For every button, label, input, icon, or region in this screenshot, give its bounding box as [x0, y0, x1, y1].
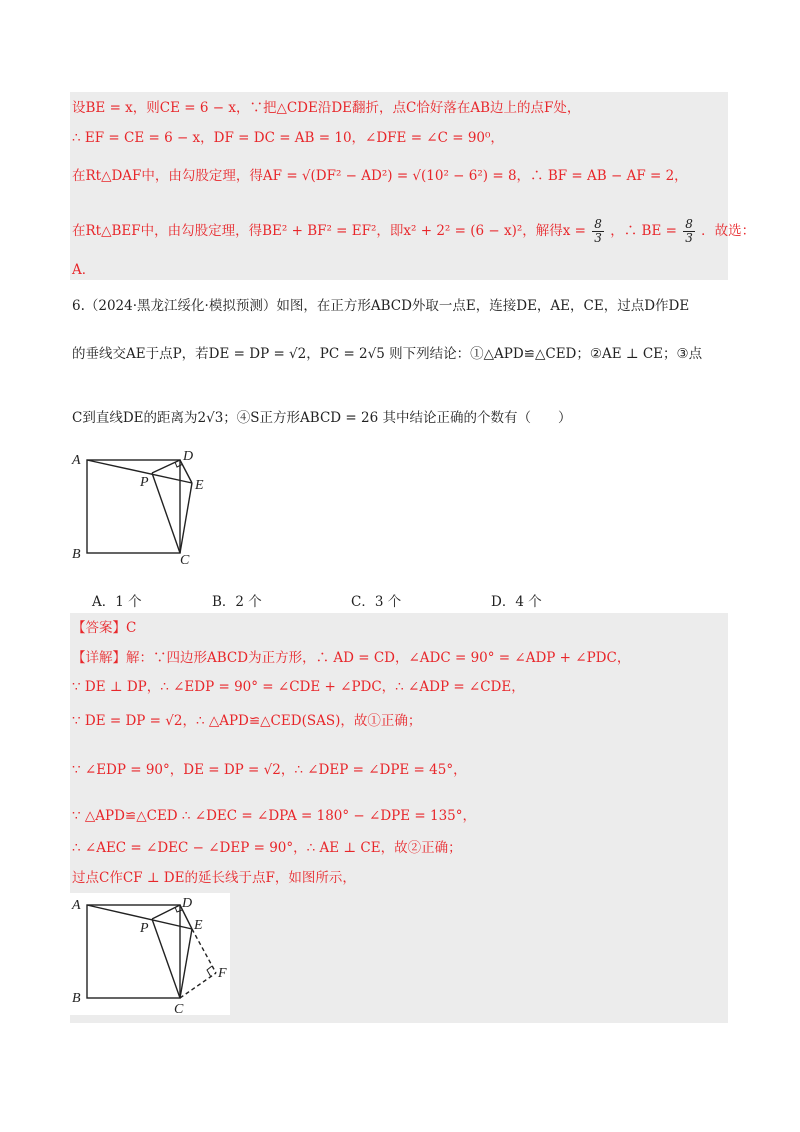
square-abcd [87, 460, 180, 553]
segment-ce [180, 483, 192, 553]
label-f: F [218, 966, 227, 981]
fraction-x [592, 218, 604, 245]
segment-pd [152, 460, 180, 473]
prev-solution-line-3: 在Rt△DAF中，由勾股定理，得AF = √(DF² − AD²) = √(10² − 6²) = 8，∴ BF = AB − AF = 2， [72, 168, 688, 184]
label-a: A [72, 453, 81, 468]
prev-solution-block [70, 92, 728, 280]
prev-solution-line-4 [72, 218, 755, 245]
label-a-2: A [72, 898, 81, 913]
question-line-1: 6.（2024·黑龙江绥化·模拟预测）如图，在正方形ABCD外取一点E，连接DE，AE，CE，过点D作DE [72, 298, 690, 314]
label-e: E [195, 478, 204, 493]
label-d: D [183, 449, 194, 464]
prev-solution-line-4-a: 在Rt△BEF中，由勾股定理，得BE² + BF² = EF²，即x² + 2² = (6 − x)²，解得x = [72, 223, 586, 239]
question-line-2: 的垂线交AE于点P，若DE = DP = √2，PC = 2√5 则下列结论：①△APD≌△CED；②AE ⊥ CE；③点 [72, 346, 703, 362]
segment-pc [152, 473, 180, 553]
detail-line-3: ∵ DE = DP = √2，∴ △APD≌△CED(SAS)，故①正确； [72, 713, 422, 729]
fraction-be-den: 3 [685, 231, 693, 245]
fraction-x-den: 3 [594, 231, 602, 245]
detail-tag: 【详解】 [72, 650, 126, 666]
fraction-be-num: 8 [685, 217, 693, 231]
label-c-2: C [174, 1002, 184, 1015]
detail-line-4: ∵ ∠EDP = 90°，DE = DP = √2，∴ ∠DEP = ∠DPE = 45°， [72, 762, 467, 778]
detail-line-1 [72, 648, 630, 668]
question-figure [70, 445, 220, 565]
label-c: C [180, 553, 190, 565]
choice-d[interactable]: D．4 个 [491, 594, 542, 610]
label-p-2: P [140, 921, 149, 936]
choice-a[interactable]: A．1 个 [92, 594, 142, 610]
choice-c[interactable]: C．3 个 [351, 594, 402, 610]
prev-solution-line-2: ∴ EF = CE = 6 − x，DF = DC = AB = 10，∠DFE = ∠C = 90⁰， [72, 130, 504, 146]
detail-line-2: ∵ DE ⊥ DP，∴ ∠EDP = 90° = ∠CDE + ∠PDC，∴ ∠ADP = ∠CDE， [72, 679, 525, 695]
prev-solution-line-4-b: ，∴ BE = [610, 223, 677, 239]
choice-b[interactable]: B．2 个 [212, 594, 262, 610]
prev-solution-answer: A． [72, 262, 96, 278]
label-b: B [72, 547, 81, 562]
detail-line-1-text: 解：∵四边形ABCD为正方形，∴ AD = CD，∠ADC = 90° = ∠ADP + ∠PDC， [126, 650, 631, 666]
detail-line-5: ∵ △APD≌△CED ∴ ∠DEC = ∠DPA = 180° − ∠DPE = 135°， [72, 808, 477, 824]
detail-line-6: ∴ ∠AEC = ∠DEC − ∠DEP = 90°，∴ AE ⊥ CE，故②正确； [72, 840, 462, 856]
answer-label: 【答案】C [72, 620, 137, 636]
solution-figure [70, 893, 230, 1015]
question-line-3: C到直线DE的距离为2√3；④S正方形ABCD = 26 其中结论正确的个数有（ ） [72, 410, 572, 426]
fraction-x-num: 8 [594, 217, 602, 231]
label-b-2: B [72, 991, 81, 1006]
label-d-2: D [182, 896, 193, 911]
prev-solution-line-4-c: ．故选： [701, 223, 756, 239]
detail-line-7: 过点C作CF ⊥ DE的延长线于点F，如图所示， [72, 870, 356, 886]
label-p: P [140, 475, 149, 490]
fraction-be [683, 218, 695, 245]
prev-solution-line-1: 设BE = x，则CE = 6 − x，∵把△CDE沿DE翻折，点C恰好落在AB边上的点F处， [72, 100, 581, 116]
label-e-2: E [194, 918, 203, 933]
